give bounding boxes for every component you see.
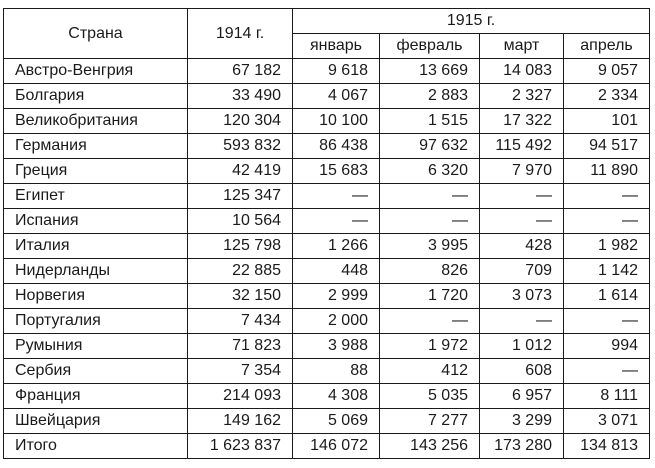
cell-country: Германия (4, 134, 188, 159)
cell-1914: 125 798 (188, 234, 293, 259)
cell-jan: — (293, 209, 380, 234)
cell-apr: 3 071 (564, 409, 650, 434)
header-month-feb: февраль (380, 34, 480, 59)
table-row (4, 384, 650, 409)
cell-jan: 10 100 (293, 109, 380, 134)
cell-mar: 173 280 (480, 434, 564, 459)
cell-jan: 448 (293, 259, 380, 284)
cell-country: Португалия (4, 309, 188, 334)
cell-mar: 608 (480, 359, 564, 384)
cell-1914: 33 490 (188, 84, 293, 109)
cell-country: Египет (4, 184, 188, 209)
cell-mar: 3 073 (480, 284, 564, 309)
header-month-mar: март (480, 34, 564, 59)
cell-feb: 2 883 (380, 84, 480, 109)
cell-jan: 5 069 (293, 409, 380, 434)
cell-mar: — (480, 184, 564, 209)
cell-feb: 412 (380, 359, 480, 384)
cell-1914: 120 304 (188, 109, 293, 134)
cell-feb: 3 995 (380, 234, 480, 259)
cell-jan: — (293, 184, 380, 209)
table-row (4, 284, 650, 309)
cell-mar: 428 (480, 234, 564, 259)
header-row-top (4, 9, 650, 34)
cell-mar: 6 957 (480, 384, 564, 409)
cell-jan: 1 266 (293, 234, 380, 259)
header-1914: 1914 г. (188, 9, 293, 59)
table-row (4, 259, 650, 284)
cell-jan: 2 000 (293, 309, 380, 334)
cell-country: Норвегия (4, 284, 188, 309)
cell-apr: 1 982 (564, 234, 650, 259)
cell-apr: 2 334 (564, 84, 650, 109)
table-row (4, 109, 650, 134)
cell-feb: 143 256 (380, 434, 480, 459)
cell-country: Греция (4, 159, 188, 184)
cell-mar: 14 083 (480, 59, 564, 84)
total-row (4, 434, 650, 459)
cell-jan: 3 988 (293, 334, 380, 359)
cell-apr: 134 813 (564, 434, 650, 459)
cell-mar: 7 970 (480, 159, 564, 184)
cell-1914: 7 354 (188, 359, 293, 384)
header-month-apr: апрель (564, 34, 650, 59)
table-row (4, 84, 650, 109)
cell-apr: — (564, 359, 650, 384)
cell-1914: 149 162 (188, 409, 293, 434)
cell-1914: 7 434 (188, 309, 293, 334)
cell-feb: 826 (380, 259, 480, 284)
cell-mar: — (480, 209, 564, 234)
table-row (4, 334, 650, 359)
table-row (4, 159, 650, 184)
cell-country: Итого (4, 434, 188, 459)
cell-apr: 101 (564, 109, 650, 134)
table-row (4, 234, 650, 259)
cell-feb: 1 515 (380, 109, 480, 134)
cell-mar: — (480, 309, 564, 334)
cell-1914: 71 823 (188, 334, 293, 359)
table-row (4, 134, 650, 159)
cell-country: Франция (4, 384, 188, 409)
cell-mar: 2 327 (480, 84, 564, 109)
data-table (3, 8, 650, 459)
cell-feb: 6 320 (380, 159, 480, 184)
table-row (4, 184, 650, 209)
cell-apr: 9 057 (564, 59, 650, 84)
cell-feb: — (380, 209, 480, 234)
cell-jan: 86 438 (293, 134, 380, 159)
cell-apr: — (564, 184, 650, 209)
header-1915: 1915 г. (293, 9, 650, 34)
cell-apr: 1 614 (564, 284, 650, 309)
cell-feb: 97 632 (380, 134, 480, 159)
cell-feb: — (380, 309, 480, 334)
cell-feb: 1 972 (380, 334, 480, 359)
cell-country: Сербия (4, 359, 188, 384)
table-row (4, 209, 650, 234)
cell-1914: 67 182 (188, 59, 293, 84)
cell-jan: 4 308 (293, 384, 380, 409)
cell-mar: 17 322 (480, 109, 564, 134)
cell-1914: 593 832 (188, 134, 293, 159)
cell-feb: — (380, 184, 480, 209)
header-month-jan: январь (293, 34, 380, 59)
cell-1914: 1 623 837 (188, 434, 293, 459)
cell-feb: 1 720 (380, 284, 480, 309)
cell-country: Испания (4, 209, 188, 234)
table-row (4, 59, 650, 84)
cell-apr: 994 (564, 334, 650, 359)
cell-feb: 5 035 (380, 384, 480, 409)
cell-mar: 3 299 (480, 409, 564, 434)
table-row (4, 309, 650, 334)
cell-jan: 88 (293, 359, 380, 384)
cell-country: Румыния (4, 334, 188, 359)
cell-feb: 7 277 (380, 409, 480, 434)
cell-jan: 15 683 (293, 159, 380, 184)
cell-country: Швейцария (4, 409, 188, 434)
cell-apr: 11 890 (564, 159, 650, 184)
cell-mar: 709 (480, 259, 564, 284)
cell-jan: 9 618 (293, 59, 380, 84)
cell-apr: 8 111 (564, 384, 650, 409)
cell-1914: 22 885 (188, 259, 293, 284)
cell-country: Великобритания (4, 109, 188, 134)
table-row (4, 359, 650, 384)
table-row (4, 409, 650, 434)
cell-1914: 214 093 (188, 384, 293, 409)
cell-1914: 42 419 (188, 159, 293, 184)
cell-apr: 94 517 (564, 134, 650, 159)
cell-mar: 1 012 (480, 334, 564, 359)
cell-country: Болгария (4, 84, 188, 109)
cell-apr: — (564, 309, 650, 334)
cell-jan: 4 067 (293, 84, 380, 109)
cell-feb: 13 669 (380, 59, 480, 84)
table-body (4, 59, 650, 459)
cell-country: Италия (4, 234, 188, 259)
cell-1914: 32 150 (188, 284, 293, 309)
header-country: Страна (4, 9, 188, 59)
cell-country: Нидерланды (4, 259, 188, 284)
cell-apr: 1 142 (564, 259, 650, 284)
cell-1914: 10 564 (188, 209, 293, 234)
cell-jan: 2 999 (293, 284, 380, 309)
cell-apr: — (564, 209, 650, 234)
cell-jan: 146 072 (293, 434, 380, 459)
cell-mar: 115 492 (480, 134, 564, 159)
cell-1914: 125 347 (188, 184, 293, 209)
cell-country: Австро-Венгрия (4, 59, 188, 84)
